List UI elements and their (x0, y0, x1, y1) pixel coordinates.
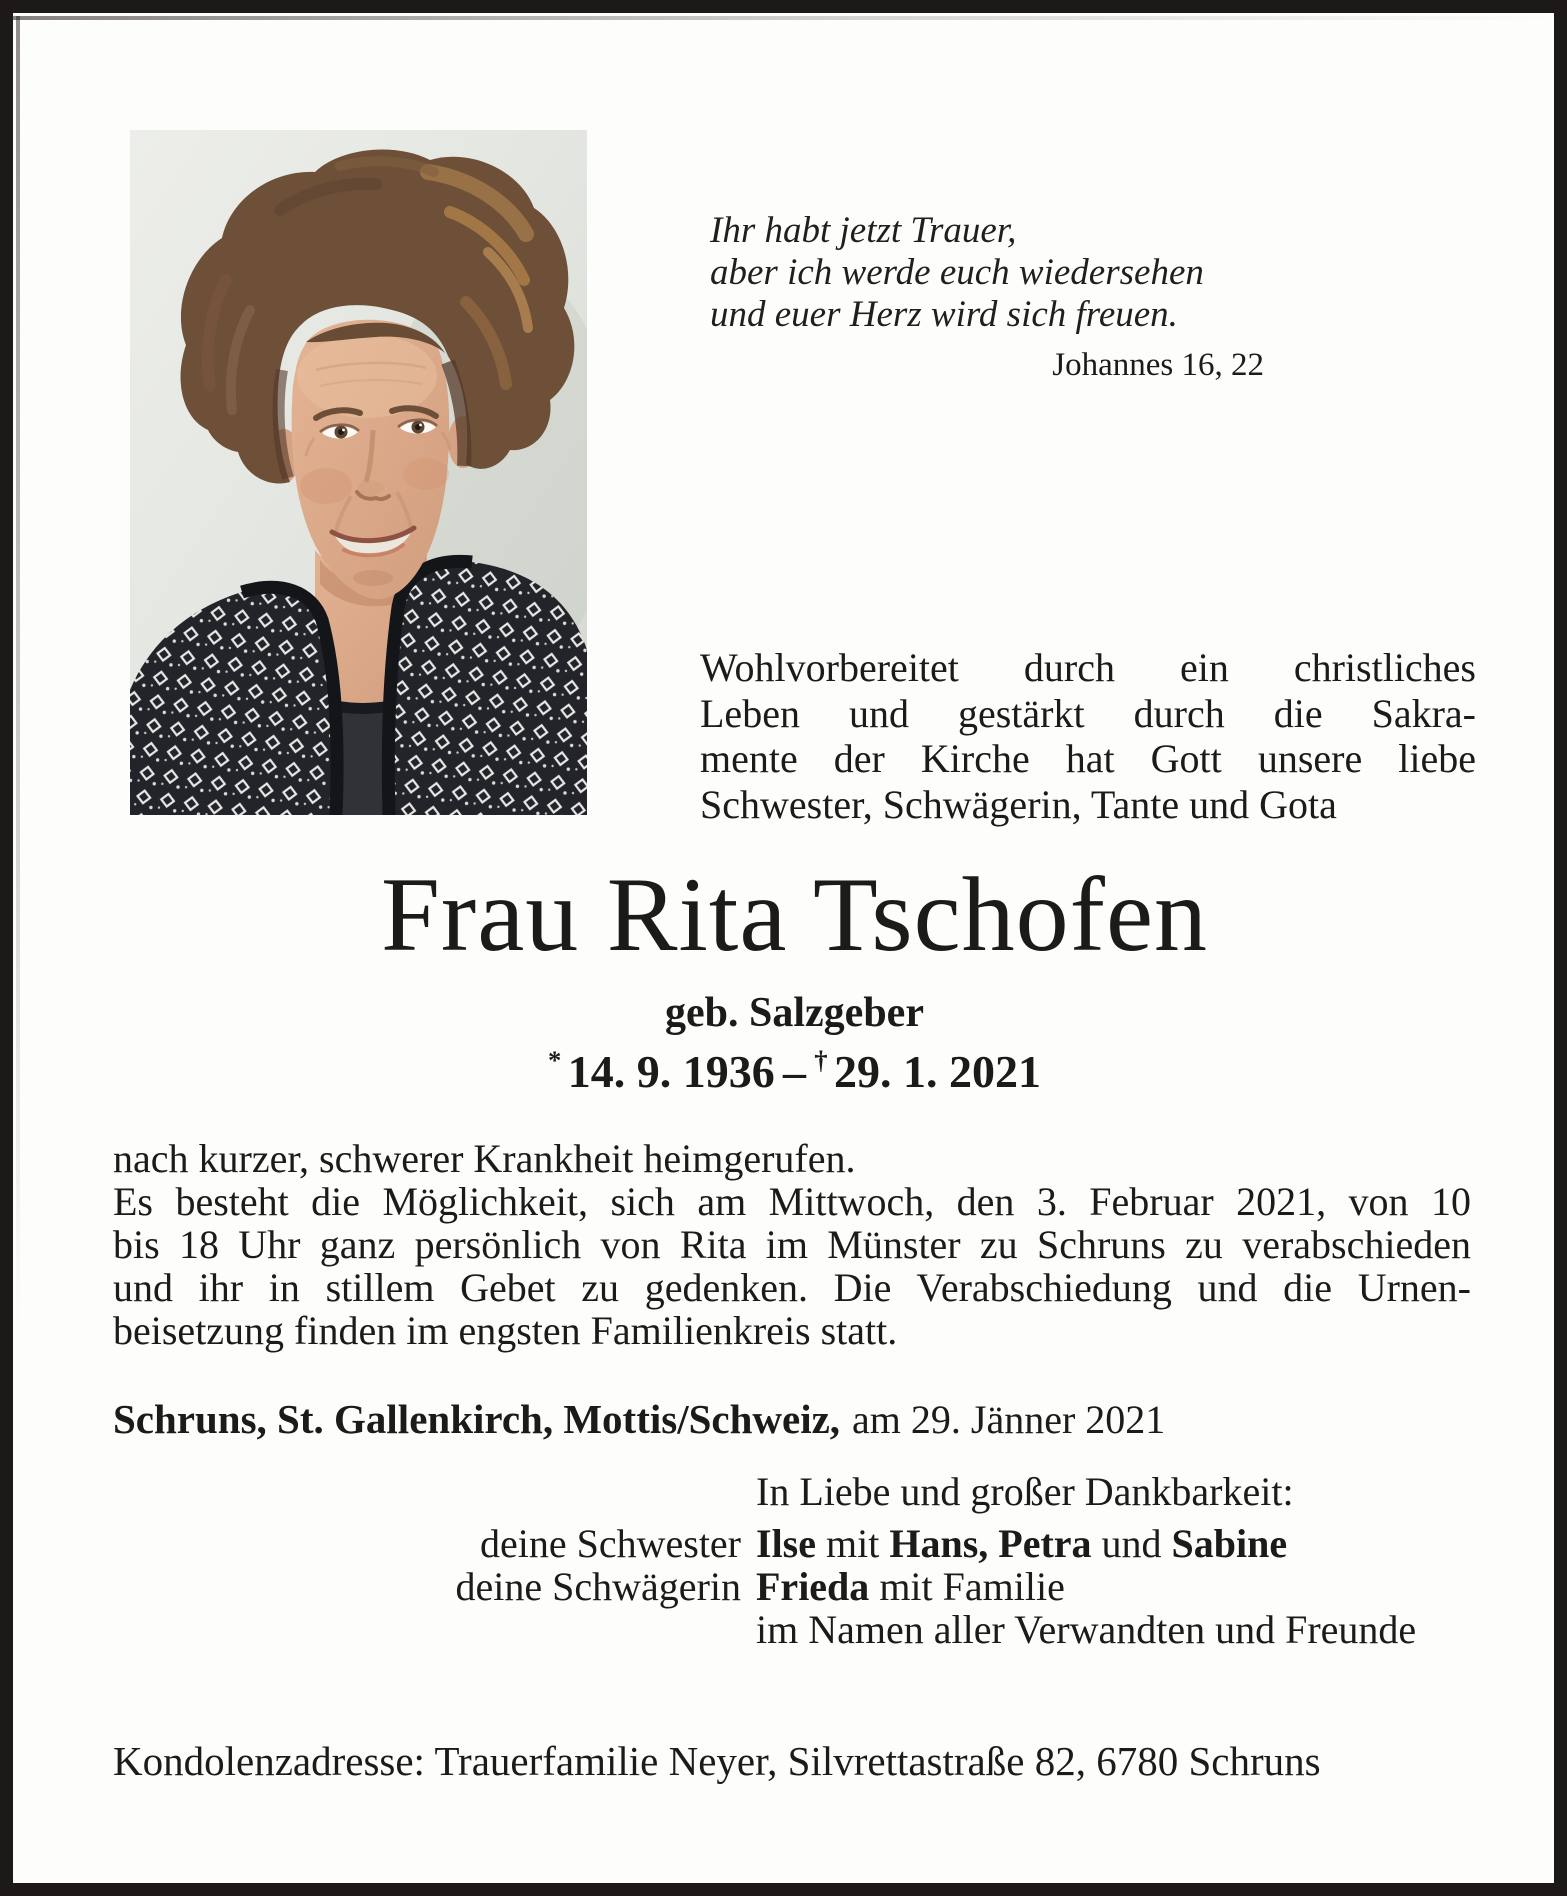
death-symbol: † (814, 1045, 828, 1075)
condolence-address: Kondolenzadresse: Trauerfamilie Neyer, Silvrettastraße 82, 6780 Schruns (113, 1738, 1321, 1784)
mourner-name: Frieda (756, 1564, 870, 1609)
mourner-row-sister (13, 1522, 1554, 1566)
mourner-separator: und (1091, 1521, 1172, 1566)
dateline-places: Schruns, St. Gallenkirch, Mottis/Schweiz, (113, 1396, 841, 1442)
quote-line: und euer Herz wird sich freuen. (710, 294, 1178, 335)
quote-line: aber ich werde euch wiedersehen (710, 252, 1204, 293)
mourner-relation-label: deine Schwester (479, 1521, 741, 1566)
portrait-photo (130, 130, 587, 815)
mourner-name: Hans, Petra (889, 1521, 1092, 1566)
mourner-name: Ilse (756, 1521, 816, 1566)
announcement-line: mente der Kirche hat Gott unsere liebe (700, 736, 1476, 781)
announcement-paragraph (700, 645, 1476, 827)
notice-line: und ihr in stillem Gebet zu gedenken. Die Verabschiedung und die Urnen- (113, 1265, 1471, 1310)
gratitude-heading: In Liebe und großer Dankbarkeit: (756, 1469, 1294, 1514)
notice-line: bis 18 Uhr ganz persönlich von Rita im Münster zu Schruns zu verabschieden (113, 1222, 1471, 1267)
quote-source: Johannes 16, 22 (1052, 347, 1264, 383)
mourner-names (756, 1522, 1287, 1566)
dates-separator: – (783, 1046, 806, 1097)
mourner-separator: mit Familie (869, 1564, 1065, 1609)
mourner-relation-label: deine Schwägerin (455, 1564, 741, 1609)
mourner-separator: mit (816, 1521, 890, 1566)
notice-opening-line: nach kurzer, schwerer Krankheit heimgerufen. (113, 1136, 856, 1181)
mourner-names (756, 1565, 1065, 1609)
birth-date: 14. 9. 1936 (567, 1046, 775, 1097)
mourner-footer: im Namen aller Verwandten und Freunde (756, 1607, 1417, 1652)
mourner-name: Sabine (1171, 1521, 1288, 1566)
vital-dates (117, 1035, 1472, 1097)
mourner-row-sister-in-law (13, 1565, 1554, 1609)
dateline-date: am 29. Jänner 2021 (852, 1397, 1166, 1442)
paper-edge-shadow-left (16, 16, 20, 1325)
notice-line: Es besteht die Möglichkeit, sich am Mittwoch, den 3. Februar 2021, von 10 (113, 1179, 1471, 1224)
death-date: 29. 1. 2021 (834, 1046, 1042, 1097)
announcement-line: Leben und gestärkt durch die Sakra- (700, 690, 1476, 736)
notice-line: beisetzung finden im engsten Familienkreis statt. (113, 1308, 898, 1353)
announcement-line: Wohlvorbereitet durch ein christliches (700, 645, 1476, 690)
quote-line: Ihr habt jetzt Trauer, (710, 210, 1017, 251)
notice-paragraph (113, 1180, 1471, 1352)
birth-symbol: * (547, 1045, 562, 1075)
dateline (113, 1397, 1513, 1442)
maiden-name: geb. Salzgeber (665, 990, 924, 1036)
portrait-photo-svg (130, 130, 587, 815)
deceased-name: Frau Rita Tschofen (380, 856, 1209, 973)
bible-quote (710, 210, 1350, 336)
announcement-line: Schwester, Schwägerin, Tante und Gota (700, 781, 1337, 827)
paper-edge-shadow-top (13, 16, 1554, 20)
